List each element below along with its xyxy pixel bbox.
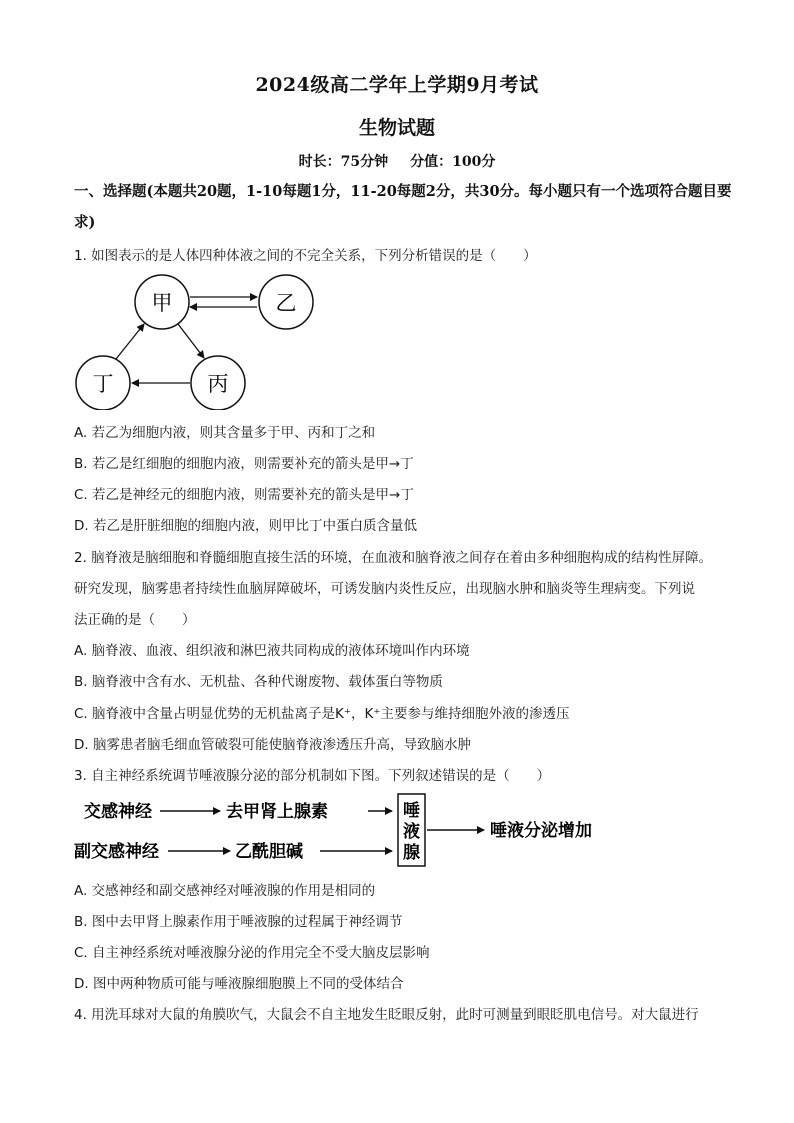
parasympathetic-label: 副交感神经 — [74, 842, 159, 862]
q1-option-d: D. 若乙是肝脏细胞的细胞内液，则甲比丁中蛋白质含量低 — [74, 518, 417, 534]
node-jia-label: 甲 — [151, 291, 173, 315]
gland-char-1: 唾 — [403, 801, 420, 821]
q2-stem-line-2: 研究发现，脑雾患者持续性血脑屏障破坏，可诱发脑内炎性反应，出现脑水肿和脑炎等生理病变。下列说 — [74, 581, 695, 597]
node-bing-label: 丙 — [207, 372, 229, 396]
q3-diagram — [70, 790, 630, 870]
section-heading: 一、选择题(本题共20题，1-10每题1分，11-20每题2分，共30分。每小题只有一个选项符合题目要求) — [74, 183, 732, 231]
q2-option-a: A. 脑脊液、血液、组织液和淋巴液共同构成的液体环境叫作内环境 — [74, 643, 470, 659]
q2-stem-line-3: 法正确的是（ ） — [74, 612, 196, 628]
gland-char-3: 腺 — [403, 843, 420, 863]
q3-option-b: B. 图中去甲肾上腺素作用于唾液腺的过程属于神经调节 — [74, 914, 403, 930]
arrow-ding-to-jia — [116, 324, 144, 359]
exam-subject: 生物试题 — [358, 117, 435, 139]
exam-score: 分值：100分 — [410, 154, 496, 170]
arrow-jia-to-bing — [178, 324, 204, 358]
gland-char-2: 液 — [403, 822, 420, 842]
q4-stem: 4. 用洗耳球对大鼠的角膜吹气，大鼠会不自主地发生眨眼反射，此时可测量到眼眨肌电信号。对大鼠进行 — [74, 1007, 699, 1023]
q2-option-d: D. 脑雾患者脑毛细血管破裂可能使脑脊液渗透压升高，导致脑水肿 — [74, 737, 471, 753]
q3-option-c: C. 自主神经系统对唾液腺分泌的作用完全不受大脑皮层影响 — [74, 945, 430, 961]
result-label: 唾液分泌增加 — [490, 821, 592, 841]
q3-option-d: D. 图中两种物质可能与唾液腺细胞膜上不同的受体结合 — [74, 976, 404, 992]
node-yi-label: 乙 — [275, 291, 297, 315]
q3-option-a: A. 交感神经和副交感神经对唾液腺的作用是相同的 — [74, 883, 376, 899]
q2-stem-line-1: 2. 脑脊液是脑细胞和脊髓细胞直接生活的环境，在血液和脑脊液之间存在着由多种细胞构成的结构性屏障。 — [74, 550, 713, 566]
q3-stem: 3. 自主神经系统调节唾液腺分泌的部分机制如下图。下列叙述错误的是（ ） — [74, 768, 551, 784]
q1-option-a: A. 若乙为细胞内液，则其含量多于甲、丙和丁之和 — [74, 425, 376, 441]
q2-option-c: C. 脑脊液中含量占明显优势的无机盐离子是K⁺，K⁺主要参与维持细胞外液的渗透压 — [74, 706, 570, 722]
exam-meta — [0, 151, 794, 171]
q2-option-b: B. 脑脊液中含有水、无机盐、各种代谢废物、载体蛋白等物质 — [74, 674, 443, 690]
noradrenaline-label: 去甲肾上腺素 — [226, 802, 328, 822]
q1-option-b: B. 若乙是红细胞的细胞内液，则需要补充的箭头是甲→丁 — [74, 456, 414, 472]
exam-title: 2024级高二学年上学期9月考试 — [255, 74, 539, 96]
node-ding-label: 丁 — [92, 372, 114, 396]
sympathetic-label: 交感神经 — [84, 802, 152, 822]
exam-duration: 时长：75分钟 — [298, 154, 389, 170]
acetylcholine-label: 乙酰胆碱 — [235, 842, 303, 862]
q1-stem: 1. 如图表示的是人体四种体液之间的不完全关系，下列分析错误的是（ ） — [74, 248, 537, 264]
q1-option-c: C. 若乙是神经元的细胞内液，则需要补充的箭头是甲→丁 — [74, 487, 414, 503]
q1-diagram — [70, 270, 330, 410]
